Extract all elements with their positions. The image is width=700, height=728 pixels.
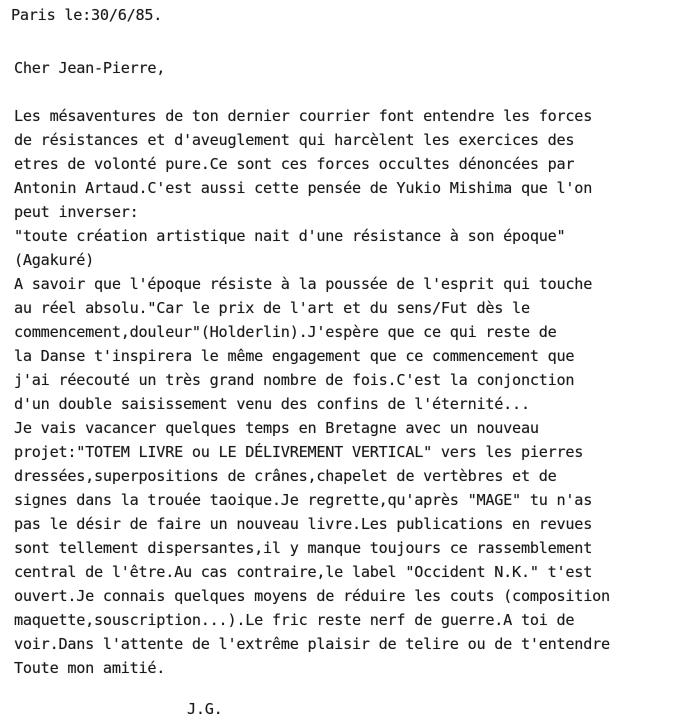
letter-body-line: j'ai réecouté un très grand nombre de fois.C'est la conjonction (14, 371, 575, 389)
letter-body-line: maquette,souscription...).Le fric reste nerf de guerre.A toi de (14, 611, 575, 629)
letter-body-line: commencement,douleur"(Holderlin).J'espère que ce qui reste de (14, 323, 557, 341)
letter-body-line: pas le désir de faire un nouveau livre.Les publications en revues (14, 515, 593, 533)
letter-dateline: Paris le:30/6/85. (11, 6, 163, 24)
letter-body-line: "toute création artistique nait d'une résistance à son époque" (14, 227, 566, 245)
letter-body-line: d'un double saisissement venu des confins de l'éternité... (14, 395, 530, 413)
letter-body-line: signes dans la trouée taoique.Je regrette,qu'après "MAGE" tu n'as (14, 491, 593, 509)
letter-signature: J.G. (187, 700, 223, 718)
letter-body-line: voir.Dans l'attente de l'extrême plaisir de telire ou de t'entendre (14, 635, 610, 653)
letter-body-line: de résistances et d'aveuglement qui harcèlent les exercices des (14, 131, 575, 149)
letter-body-line: central de l'être.Au cas contraire,le label "Occident N.K." t'est (14, 563, 593, 581)
letter-salutation: Cher Jean-Pierre, (14, 59, 166, 77)
letter-body-line: etres de volonté pure.Ce sont ces forces occultes dénoncées par (14, 155, 575, 173)
letter-body-line: A savoir que l'époque résiste à la poussée de l'esprit qui touche (14, 275, 593, 293)
letter-body-line: Antonin Artaud.C'est aussi cette pensée de Yukio Mishima que l'on (14, 179, 593, 197)
letter-body-line: sont tellement dispersantes,il y manque toujours ce rassemblement (14, 539, 593, 557)
letter-body-line: la Danse t'inspirera le même engagement que ce commencement que (14, 347, 575, 365)
letter-body-line: dressées,superpositions de crânes,chapelet de vertèbres et de (14, 467, 557, 485)
letter-body-line: au réel absolu."Car le prix de l'art et du sens/Fut dès le (14, 299, 530, 317)
letter-body-line: Les mésaventures de ton dernier courrier font entendre les forces (14, 107, 593, 125)
letter-closing: Toute mon amitié. (14, 659, 166, 677)
letter-body-line: projet:"TOTEM LIVRE ou LE DÉLIVREMENT VERTICAL" vers les pierres (14, 443, 584, 461)
letter-body-line: Je vais vacancer quelques temps en Bretagne avec un nouveau (14, 419, 539, 437)
letter-body-line: ouvert.Je connais quelques moyens de réduire les couts (composition (14, 587, 610, 605)
letter-body-line: (Agakuré) (14, 251, 95, 269)
letter-body-line: peut inverser: (14, 203, 139, 221)
